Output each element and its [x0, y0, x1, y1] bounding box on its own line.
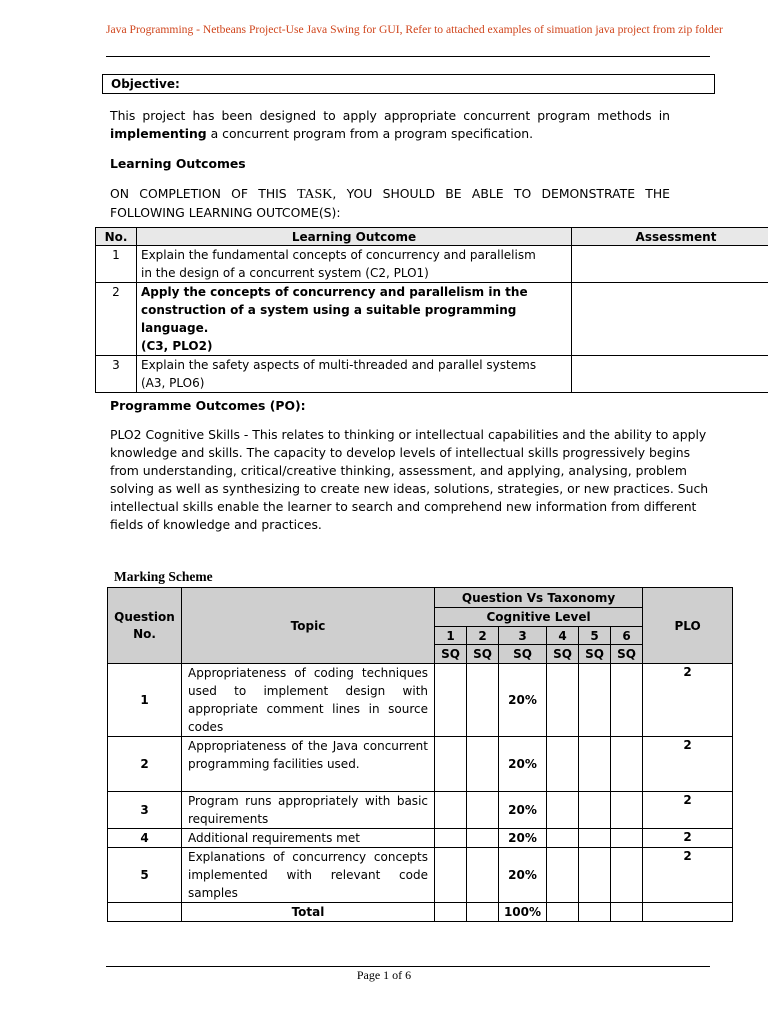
plo-value: 2: [643, 664, 733, 737]
table-row: [96, 356, 768, 393]
table-row: [108, 664, 733, 737]
topic-text: Appropriateness of the Java concurrent programming facilities used.: [182, 737, 435, 792]
topic-text: Program runs appropriately with basic requirements: [182, 792, 435, 829]
percentage: 20%: [499, 792, 547, 829]
learning-outcomes-heading: Learning Outcomes: [110, 156, 246, 171]
question-no: 3: [108, 792, 182, 829]
percentage: 20%: [499, 829, 547, 848]
outcome-text: Apply the concepts of concurrency and parallelism in the construction of a system using a suitable programming language. (C3, PLO2): [137, 283, 572, 356]
total-percentage: 100%: [499, 903, 547, 922]
header-taxonomy: Question Vs Taxonomy: [435, 588, 643, 608]
total-label: Total: [182, 903, 435, 922]
marking-scheme-title: Marking Scheme: [114, 569, 213, 584]
topic-text: Appropriateness of coding techniques used to implement design with appropriate comment lines in source codes: [182, 664, 435, 737]
level-header: 2: [467, 627, 499, 645]
programme-outcomes-heading: Programme Outcomes (PO):: [110, 398, 306, 413]
level-header: 1: [435, 627, 467, 645]
question-no: 5: [108, 848, 182, 903]
outcome-no: 3: [96, 356, 137, 393]
percentage: 20%: [499, 848, 547, 903]
table-row: [108, 792, 733, 829]
question-no: 4: [108, 829, 182, 848]
percentage: 20%: [499, 737, 547, 792]
learning-outcomes-table: [95, 227, 768, 393]
topic-text: Additional requirements met: [182, 829, 435, 848]
question-no: 1: [108, 664, 182, 737]
plo-value: 2: [643, 829, 733, 848]
document-header: Java Programming - Netbeans Project-Use Java Swing for GUI, Refer to attached examples of simuation java project from zip folder: [106, 23, 723, 36]
outcome-assessment: [572, 283, 768, 356]
table-row: [108, 848, 733, 903]
sq-header: SQ: [499, 645, 547, 664]
total-row: [108, 903, 733, 922]
sq-header: SQ: [579, 645, 611, 664]
sq-header: SQ: [467, 645, 499, 664]
topic-text: Explanations of concurrency concepts implemented with relevant code samples: [182, 848, 435, 903]
outcome-assessment: [572, 246, 768, 283]
col-header-assessment: Assessment: [572, 228, 768, 246]
header-topic: Topic: [182, 588, 435, 664]
page-number: Page 1 of 6: [356, 968, 412, 982]
question-no: 2: [108, 737, 182, 792]
header-cognitive-level: Cognitive Level: [435, 608, 643, 627]
outcome-no: 1: [96, 246, 137, 283]
outcome-assessment: [572, 356, 768, 393]
objective-text: This project has been designed to apply appropriate concurrent program methods in implementing a concurrent program from a program specification.: [110, 108, 670, 141]
table-row: [108, 737, 733, 792]
footer-rule: [106, 966, 710, 967]
level-header: 4: [547, 627, 579, 645]
plo-value: 2: [643, 737, 733, 792]
learning-outcomes-intro: ON COMPLETION OF THIS TASK, YOU SHOULD BE ABLE TO DEMONSTRATE THE FOLLOWING LEARNING OUTCOME(S):: [110, 186, 671, 220]
level-header: 6: [611, 627, 643, 645]
header-question-no: Question No.: [108, 588, 182, 664]
programme-outcomes-text: PLO2 Cognitive Skills - This relates to thinking or intellectual capabilities and the ability to apply knowledge and skills. The capacity to develop levels of intellectual skills progressively begins from understanding, critical/creative thinking, assessment, and applying, analysing, problem solving as well as synthesizing to create new ideas, solutions, strategies, or new practices. Such intellectual skills enable the learner to search and comprehend new information from different fields of knowledge and practices.: [110, 427, 709, 532]
col-header-outcome: Learning Outcome: [137, 228, 572, 246]
outcome-no: 2: [96, 283, 137, 356]
outcome-text: Explain the fundamental concepts of concurrency and parallelism in the design of a concurrent system (C2, PLO1): [137, 246, 572, 283]
table-row: [108, 829, 733, 848]
marking-scheme-table: [107, 587, 733, 922]
sq-header: SQ: [435, 645, 467, 664]
col-header-no: No.: [96, 228, 137, 246]
plo-value: 2: [643, 848, 733, 903]
table-header-row: [96, 228, 768, 246]
sq-header: SQ: [547, 645, 579, 664]
level-header: 5: [579, 627, 611, 645]
table-row: [96, 283, 768, 356]
table-row: [96, 246, 768, 283]
level-header: 3: [499, 627, 547, 645]
objective-label: Objective:: [102, 74, 715, 94]
sq-header: SQ: [611, 645, 643, 664]
percentage: 20%: [499, 664, 547, 737]
outcome-text: Explain the safety aspects of multi-threaded and parallel systems (A3, PLO6): [137, 356, 572, 393]
header-plo: PLO: [643, 588, 733, 664]
plo-value: 2: [643, 792, 733, 829]
header-rule: [106, 56, 710, 57]
